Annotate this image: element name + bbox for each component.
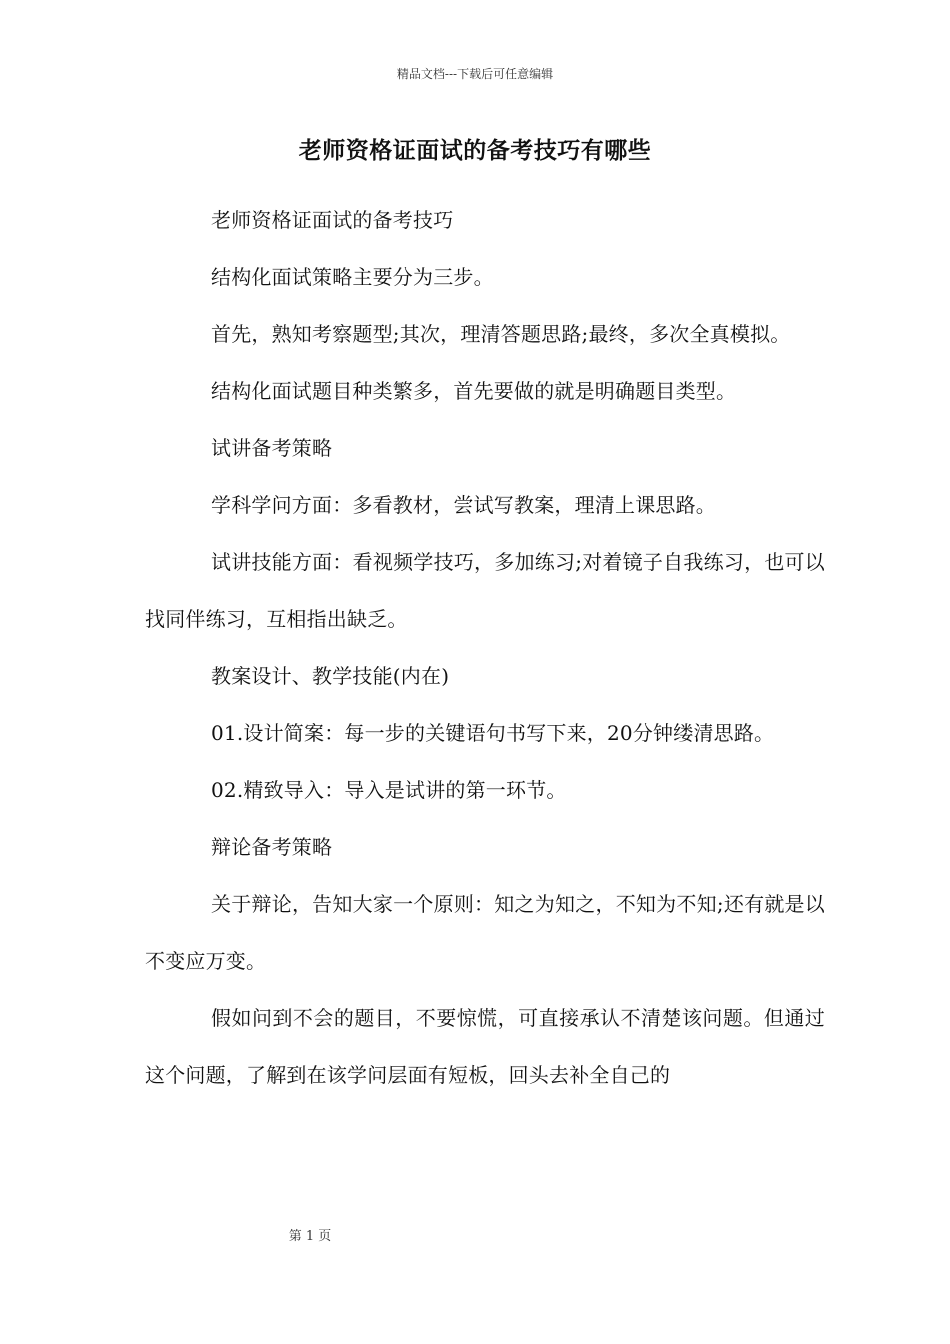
- paragraph-3: 首先，熟知考察题型;其次，理清答题思路;最终，多次全真模拟。: [211, 322, 791, 346]
- paragraph-5: 试讲备考策略: [211, 436, 333, 460]
- paragraph-10: 02.精致导入：导入是试讲的第一环节。: [211, 778, 567, 802]
- paragraph-8: 教案设计、教学技能(内在): [211, 664, 450, 688]
- document-title: 老师资格证面试的备考技巧有哪些: [298, 137, 652, 164]
- paragraph-13: 假如问到不会的题目，不要惊慌，可直接承认不清楚该问题。但通过这个问题，了解到在该学问层面有短板，回头去补全自己的: [145, 1006, 825, 1087]
- paragraph-6: 学科学问方面：多看教材，尝试写教案，理清上课思路。: [211, 493, 716, 517]
- document-body: [145, 192, 825, 1104]
- paragraph-1: 老师资格证面试的备考技巧: [211, 208, 454, 232]
- paragraph-11: 辩论备考策略: [211, 835, 333, 859]
- paragraph-2: 结构化面试策略主要分为三步。: [211, 265, 494, 289]
- paragraph-7: 试讲技能方面：看视频学技巧，多加练习;对着镜子自我练习，也可以找同伴练习，互相指出缺乏。: [145, 550, 825, 631]
- page-number: 第 1 页: [288, 1229, 332, 1244]
- paragraph-12: 关于辩论，告知大家一个原则：知之为知之，不知为不知;还有就是以不变应万变。: [145, 892, 825, 973]
- paragraph-4: 结构化面试题目种类繁多，首先要做的就是明确题目类型。: [211, 379, 737, 403]
- paragraph-9: 01.设计简案：每一步的关键语句书写下来，20分钟缕清思路。: [211, 721, 775, 745]
- page-header: 精品文档---下载后可任意编辑: [396, 67, 554, 81]
